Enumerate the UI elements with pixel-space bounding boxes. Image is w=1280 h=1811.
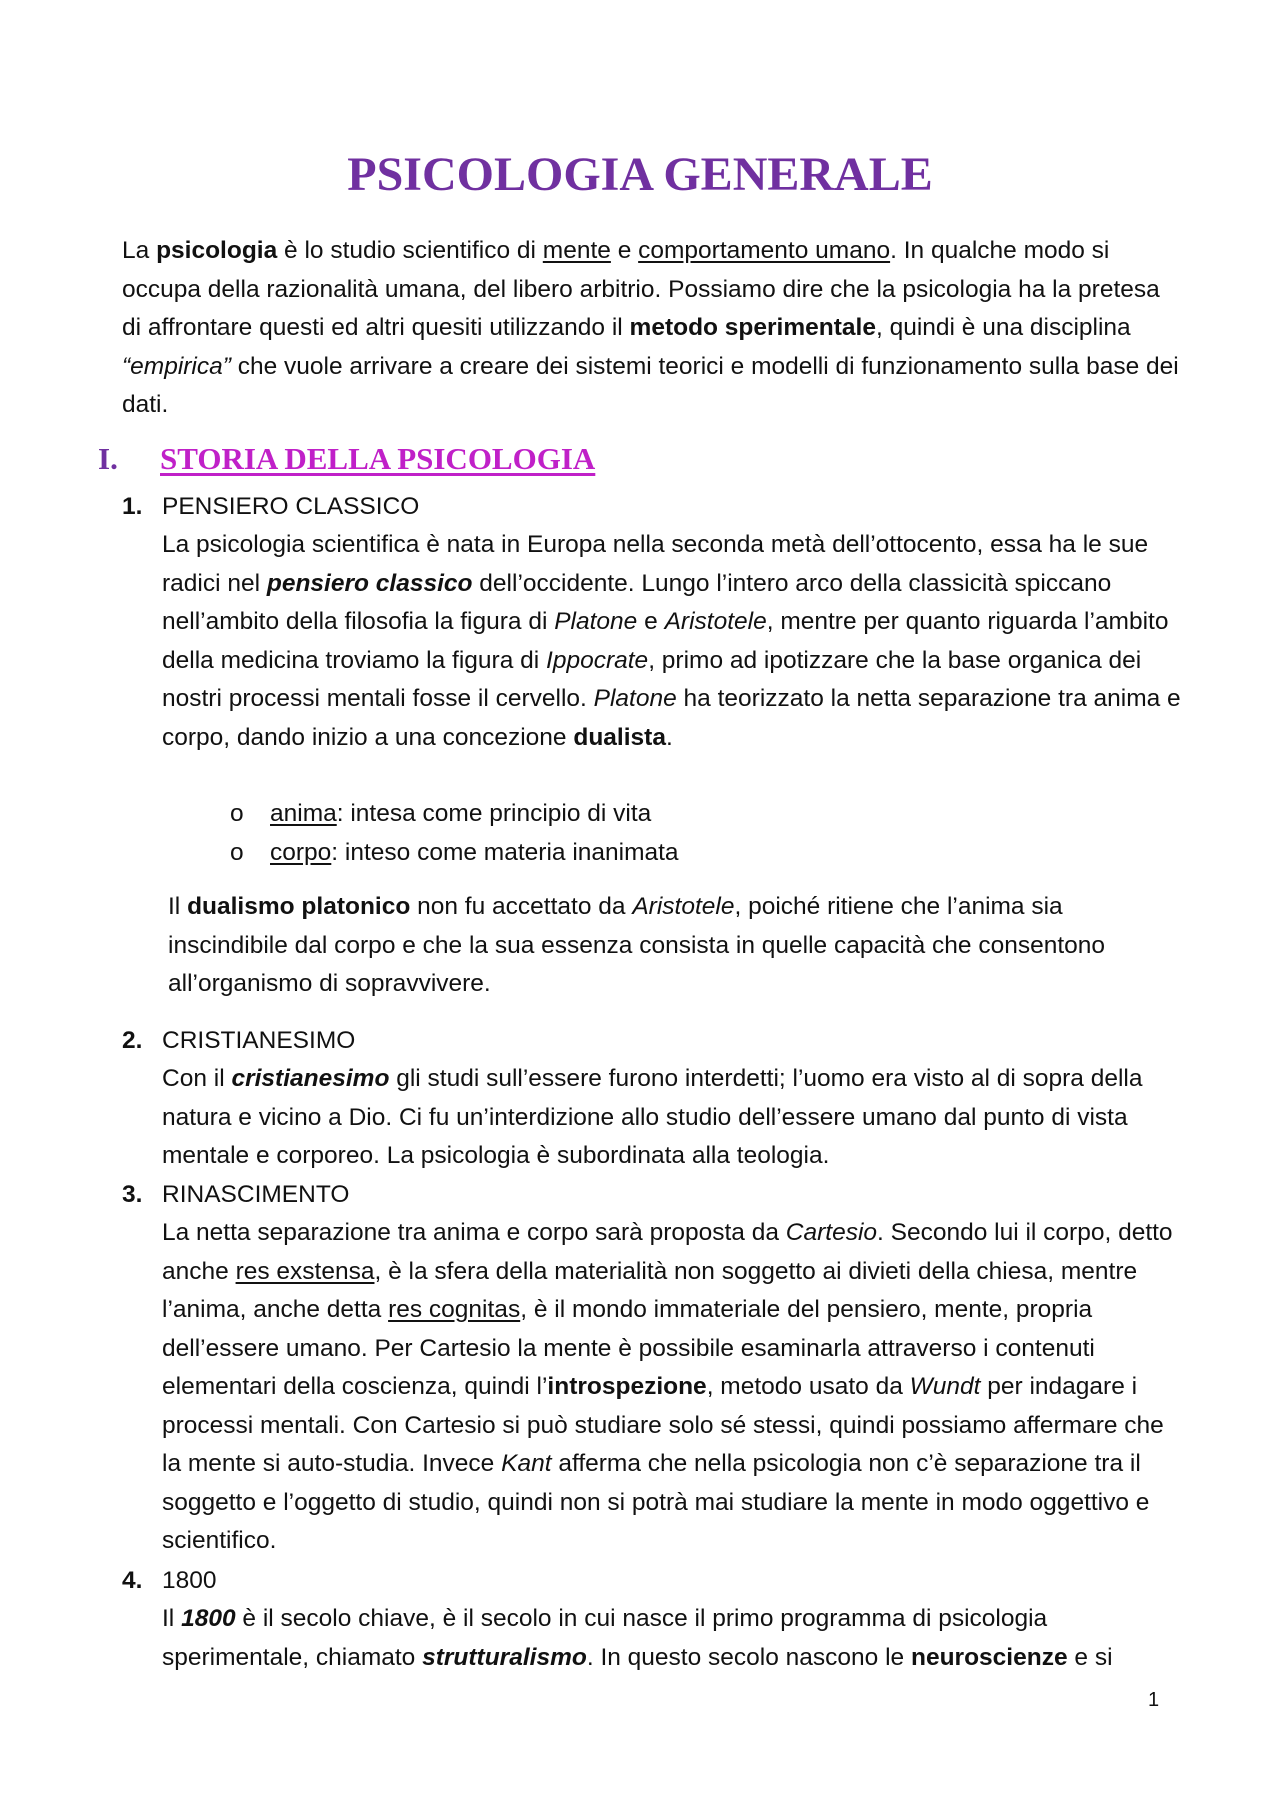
subsection-heading-cristianesimo: 2. CRISTIANESIMO <box>122 1027 356 1054</box>
subsection-heading-rinascimento: 3. RINASCIMENTO <box>122 1181 350 1208</box>
term-psicologia: psicologia <box>156 237 278 264</box>
subsection-heading-pensiero-classico: 1. PENSIERO CLASSICO <box>122 493 420 520</box>
bullet-list-anima-corpo <box>230 795 679 872</box>
section-heading-storia <box>98 440 595 477</box>
term-comportamento-umano: comportamento umano <box>638 237 891 264</box>
paragraph-dualismo: Il dualismo platonico non fu accettato da Aristotele, poiché ritiene che l’anima sia inscindibile dal corpo e che la sua essenza consista in quelle capacità che consentono all’organismo di sopravvivere. <box>168 893 1106 997</box>
term-metodo-sperimentale: metodo sperimentale <box>629 314 876 341</box>
bullet-marker: o <box>230 800 244 827</box>
paragraph-pensiero-classico: La psicologia scientifica è nata in Europa nella seconda metà dell’ottocento, essa ha le sue radici nel pensiero classico dell’occidente. Lungo l’intero arco della classicità spiccano nell’ambito della filosofia la figura di Platone e Aristotele, mentre per quanto riguarda l’ambito della medicina troviamo la figura di Ippocrate, primo ad ipotizzare che la base organica dei nostri processi mentali fosse il cervello. Platone ha teorizzato la netta separazione tra anima e corpo, dando inizio a una concezione dualista. <box>162 531 1181 751</box>
page-number: 1 <box>1148 1689 1160 1711</box>
paragraph-cristianesimo: Con il cristianesimo gli studi sull’essere furono interdetti; l’uomo era visto al di sopra della natura e vicino a Dio. Ci fu un’interdizione allo studio dell’essere umano dal punto di vista mentale e corporeo. La psicologia è subordinata alla teologia. <box>162 1065 1143 1169</box>
paragraph-rinascimento: La netta separazione tra anima e corpo sarà proposta da Cartesio. Secondo lui il corpo, detto anche res exstensa, è la sfera della materialità non soggetto ai divieti della chiesa, mentre l’anima, anche detta res cognitas, è il mondo immateriale del pensiero, mente, propria dell’essere umano. Per Cartesio la mente è possibile esaminarla attraverso i contenuti elementari della coscienza, quindi l’introspezione, metodo usato da Wundt per indagare i processi mentali. Con Cartesio si può studiare solo sé stessi, quindi possiamo affermare che la mente si auto-studia. Invece Kant afferma che nella psicologia non c’è separazione tra il soggetto e l’oggetto di studio, quindi non si potrà mai studiare la mente in modo oggettivo e scientifico. <box>162 1219 1173 1554</box>
paragraph-1800: Il 1800 è il secolo chiave, è il secolo in cui nasce il primo programma di psicologia sperimentale, chiamato strutturalismo. In questo secolo nascono le neuroscienze e si <box>162 1605 1113 1671</box>
bullet-marker: o <box>230 838 244 866</box>
intro-paragraph: La psicologia è lo studio scientifico di mente e comportamento umano. In qualche modo si occupa della razionalità umana, del libero arbitrio. Possiamo dire che la psicologia ha la pretesa di affrontare questi ed altri quesiti utilizzando il metodo sperimentale, quindi è una disciplina “empirica” che vuole arrivare a creare dei sistemi teorici e modelli di funzionamento sulla base dei dati. <box>122 237 1179 418</box>
term-empirica: “empirica” <box>122 352 231 380</box>
section-label: STORIA DELLA PSICOLOGIA <box>160 441 596 476</box>
page-title: PSICOLOGIA GENERALE <box>347 148 933 201</box>
term-mente: mente <box>542 237 611 264</box>
list-item: o corpo: inteso come materia inanimata <box>230 834 679 873</box>
section-number: I. <box>98 441 118 476</box>
list-item: o anima: intesa come principio di vita <box>230 795 679 834</box>
subsection-heading-1800: 4. 1800 <box>122 1567 217 1594</box>
